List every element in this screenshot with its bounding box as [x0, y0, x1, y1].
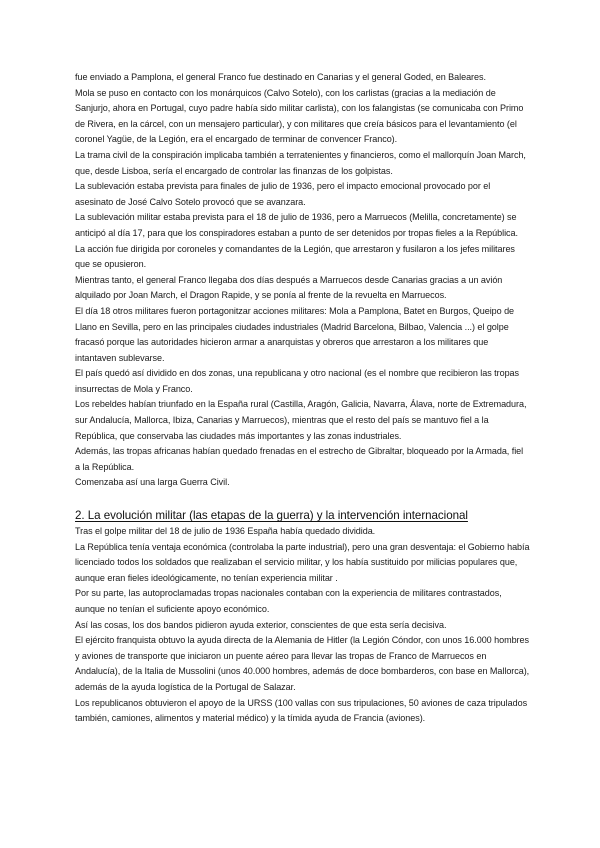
paragraph-republican-aid: Los republicanos obtuvieron el apoyo de la URSS (100 vallas con sus tripulaciones, 50 aviones de caza tripulados también, camiones, alimentos y material médico) y la tímida ayuda de Francia (aviones).	[75, 697, 528, 724]
paragraph-african-troops: Además, las tropas africanas habían quedado frenadas en el estrecho de Gibraltar, bloqueado por la Armada, fiel a la República.	[75, 446, 524, 472]
paragraph-uprising-date: La sublevación militar estaba prevista para el 18 de julio de 1936, pero a Marruecos (Melilla, concretamente) se anticipó al día 17, para que los conspiradores estaban a punto de ser detenidos por tropas fieles a la República.	[75, 212, 518, 238]
paragraph-rebel-territory: Los rebeldes habían triunfado en la España rural (Castilla, Aragón, Galicia, Navarra, Álava, norte de Extremadura, sur Andalucía, Mallorca, Ibiza, Canarias y Marruecos), mientras que el resto del país se mantuvo fiel a la República, que conservaba las ciudades más importantes y las zonas industriales.	[75, 399, 527, 441]
paragraph-legion-action: La acción fue dirigida por coroneles y comandantes de la Legión, que arrestaron y fusilaron a los jefes militares que se opusieron.	[75, 243, 515, 270]
paragraph-foreign-aid: Así las cosas, los dos bandos pidieron ayuda exterior, conscientes de que esta sería decisiva.	[75, 619, 447, 630]
paragraph-civil-plot: La trama civil de la conspiración implicaba también a terratenientes y financieros, como el mallorquín Joan March, que, desde Lisboa, sería el encargado de controlar las finanzas de los golpistas.	[75, 149, 526, 176]
paragraph-day-18: El día 18 otros militares fueron portagonitzar acciones militares: Mola a Pamplona, Batet en Burgos, Queipo de Llano en Sevilla, pero en las principales ciudades industriales (Madrid Barcelona, Bilbao, Valencia ...) el golpe fracasó porque las autoridades hicieron armar a anarquistas y obreros que arrestaron a los militares que intantaven sublevarse.	[75, 305, 515, 363]
paragraph-uprising-planned: La sublevación estaba prevista para finales de julio de 1936, pero el impacto emocional provocado por el asesinato de José Calvo Sotelo provocó que se avanzara.	[75, 181, 491, 207]
paragraph-pamplona: fue enviado a Pamplona, el general Franco fue destinado en Canarias y el general Goded, en Baleares.	[75, 72, 486, 82]
paragraph-mola-contacts: Mola se puso en contacto con los monárquicos (Calvo Sotelo), con los carlistas (gracias a la mediación de Sanjurjo, ahora en Portugal, cuyo padre había sido militar carlista), con los falangistas (se comunicaba con Primo de Rivera, en la cárcel, con un mensajero particular), y con militares que creía básicos para el levantamiento (el coronel Yagüe, de la Legión, era el encargado de terminar de convencer Franco).	[75, 87, 524, 145]
paragraph-spain-divided: Tras el golpe militar del 18 de julio de 1936 España había quedado dividida.	[75, 526, 376, 537]
paragraph-nationalist-troops: Por su parte, las autoproclamadas tropas nacionales contaban con la experiencia de militares contrastados, aunque no tenían el suficiente apoyo económico.	[75, 588, 502, 614]
document-page	[75, 70, 530, 727]
paragraph-republic-advantage: La República tenía ventaja económica (controlaba la parte industrial), pero una gran desventaja: el Gobierno había licenciado todos los soldados que realizaban el servicio militar, y los había sustituido por milicias populares que, aunque eran fieles ideológicamente, no tenían experiencia militar .	[75, 541, 530, 583]
paragraph-two-zones: El país quedó así dividido en dos zonas, una republicana y otro nacional (es el nombre que recibieron las tropas insurrectas de Mola y Franco.	[75, 368, 520, 394]
paragraph-franco-arrival: Mientras tanto, el general Franco llegaba dos días después a Marruecos desde Canarias gracias a un avión alquilado por Joan March, el Dragon Rapide, y se ponía al frente de la revuelta en Marruecos.	[75, 274, 503, 301]
section-heading: 2. La evolución militar (las etapas de la guerra) y la intervención internacional	[75, 509, 468, 523]
paragraph-francoist-aid: El ejército franquista obtuvo la ayuda directa de la Alemania de Hitler (la Legión Cóndor, con unos 16.000 hombres y aviones de transporte que iniciaron un puente aéreo para llevar las tropas de Franco de Marruecos en Andalucía), de la Italia de Mussolini (unos 40.000 hombres, además de doce bombarderos, con base en Mallorca), además de la ayuda logística de la Portugal de Salazar.	[75, 635, 530, 692]
paragraph-civil-war-begins: Comenzaba así una larga Guerra Civil.	[75, 477, 230, 488]
